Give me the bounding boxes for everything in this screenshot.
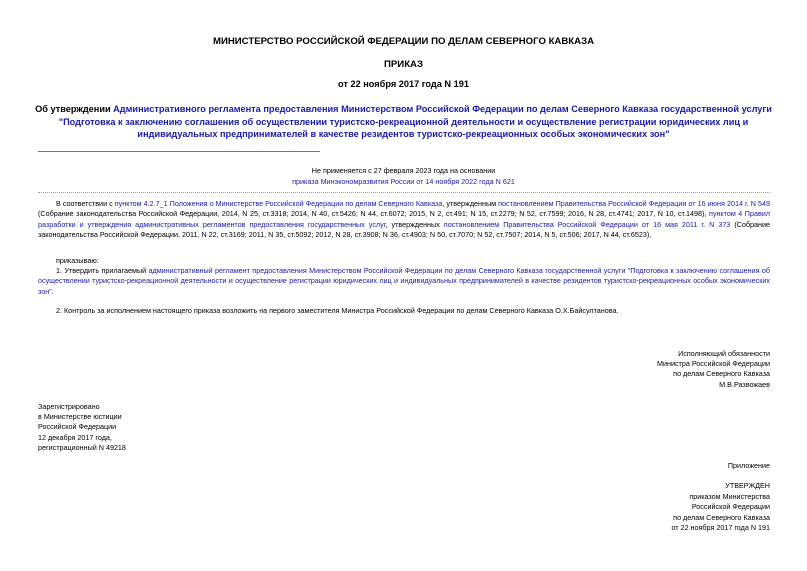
approval-line: по делам Северного Кавказа xyxy=(673,512,770,522)
approval-line: Российской Федерации xyxy=(691,502,770,512)
status-line: Не применяется с 27 февраля 2023 года на основании xyxy=(311,166,496,175)
approval-block xyxy=(671,481,770,534)
status-note xyxy=(0,165,807,187)
preamble-text-3: (Собрание законодательства Российской Федерации, 2014, N 25, ст.3318; 2014, N 40, ст.5426; N 44, ст.6072; 2015, N 2, ст.491; N 15, ст.2279; N 52, ст.7599; 2016, N 28, ст.4741; 2017, N 10, ст.1498), xyxy=(38,209,709,219)
preamble-text-1: В соответствии с xyxy=(56,199,115,208)
signature-block xyxy=(657,349,770,390)
signature-name: М.В.Развожаев xyxy=(719,379,770,389)
ministry-heading: МИНИСТЕРСТВО РОССИЙСКОЙ ФЕДЕРАЦИИ ПО ДЕЛАМ СЕВЕРНОГО КАВКАЗА xyxy=(212,36,595,47)
item-1-paragraph xyxy=(38,266,770,297)
preamble-text-4: , утвержденных xyxy=(385,219,444,229)
item-2-text: 2. Контроль за исполнением настоящего приказа возложить на первого заместителя Министра Российской Федерации по делам Северного Кавказа О.Х.Байсултанова. xyxy=(56,306,619,315)
approval-line: УТВЕРЖДЕН xyxy=(725,481,770,490)
link-rules-clause-4[interactable]: пунктом 4 Правил разработки и утверждения административных регламентов предоставления государственных услуг xyxy=(38,209,770,229)
registration-line: 12 декабря 2017 года, xyxy=(38,432,112,442)
document-title xyxy=(30,103,777,141)
item-1-text: 1. Утвердить прилагаемый xyxy=(56,266,149,275)
registration-line: в Министерстве юстиции xyxy=(38,412,122,422)
item-2-paragraph xyxy=(38,306,770,316)
document-type: ПРИКАЗ xyxy=(384,59,423,70)
divider-short xyxy=(38,151,320,152)
signature-line: Министра Российской Федерации xyxy=(656,359,770,369)
signature-line: по делам Северного Кавказа xyxy=(673,369,770,379)
link-regulation-clause[interactable]: пунктом 4.2.7_1 Положения о Министерстве Российской Федерации по делам Северного Кавказа xyxy=(114,199,443,208)
signature-line: Исполняющий обязанности xyxy=(678,349,770,358)
title-regulation-link[interactable]: Административного регламента предоставления Министерством Российской Федерации по делам Северного Кавказа государственной услуги "Подготовка к заключению соглашения об осуществлении туристско-рекреационной деятельности и осуществление регистрации юридических лиц и индивидуальных предпринимателей в качестве резидентов туристско-рекреационных особых экономических зон" xyxy=(58,104,772,139)
registration-block xyxy=(38,402,126,453)
document-date-number: от 22 ноября 2017 года N 191 xyxy=(338,79,469,89)
preamble-text-2: , утвержденным xyxy=(442,199,499,208)
link-administrative-regulation[interactable]: административный регламент предоставления Министерством Российской Федерации по делам Северного Кавказа государственной услуги "Подготовка к заключению соглашения об осуществлении туристско-рекреационной деятельности и осуществление регистрации юридических лиц и индивидуальных предпринимателей в качестве резидентов туристско-рекреационных особых экономических зон" xyxy=(38,266,770,296)
approval-line: приказом Министерства xyxy=(689,491,770,501)
order-word-text: приказываю: xyxy=(56,256,99,265)
link-government-decree-373[interactable]: постановлением Правительства Российской Федерации от 16 мая 2011 г. N 373 xyxy=(443,219,731,229)
item-1-end: . xyxy=(51,286,54,296)
divider-dotted xyxy=(38,192,770,193)
preamble-paragraph xyxy=(38,199,770,241)
preamble-text-5: (Собрание законодательства Российской Федерации, 2011, N 22, ст.3169; 2011, N 35, ст.5092; 2012, N 28, ст.3908; N 36, ст.4903; N 50, ст.7070; N 52, ст.7507; 2014, N 5, ст.506; 2017, N 44, ст.6523), xyxy=(38,219,770,240)
registration-number: регистрационный N 49218 xyxy=(38,442,126,452)
approval-line: от 22 ноября 2017 года N 191 xyxy=(671,523,770,533)
registration-line: Российской Федерации xyxy=(38,422,117,432)
link-government-decree-549[interactable]: постановлением Правительства Российской Федерации от 16 июня 2014 г. N 549 xyxy=(498,199,771,208)
appendix-label: Приложение xyxy=(727,461,770,470)
title-prefix: Об утверждении xyxy=(35,104,114,114)
order-word xyxy=(38,256,770,266)
registration-line: Зарегистрировано xyxy=(38,402,100,411)
status-link[interactable]: приказа Минэкономразвития России от 14 ноября 2022 года N 621 xyxy=(292,177,515,186)
